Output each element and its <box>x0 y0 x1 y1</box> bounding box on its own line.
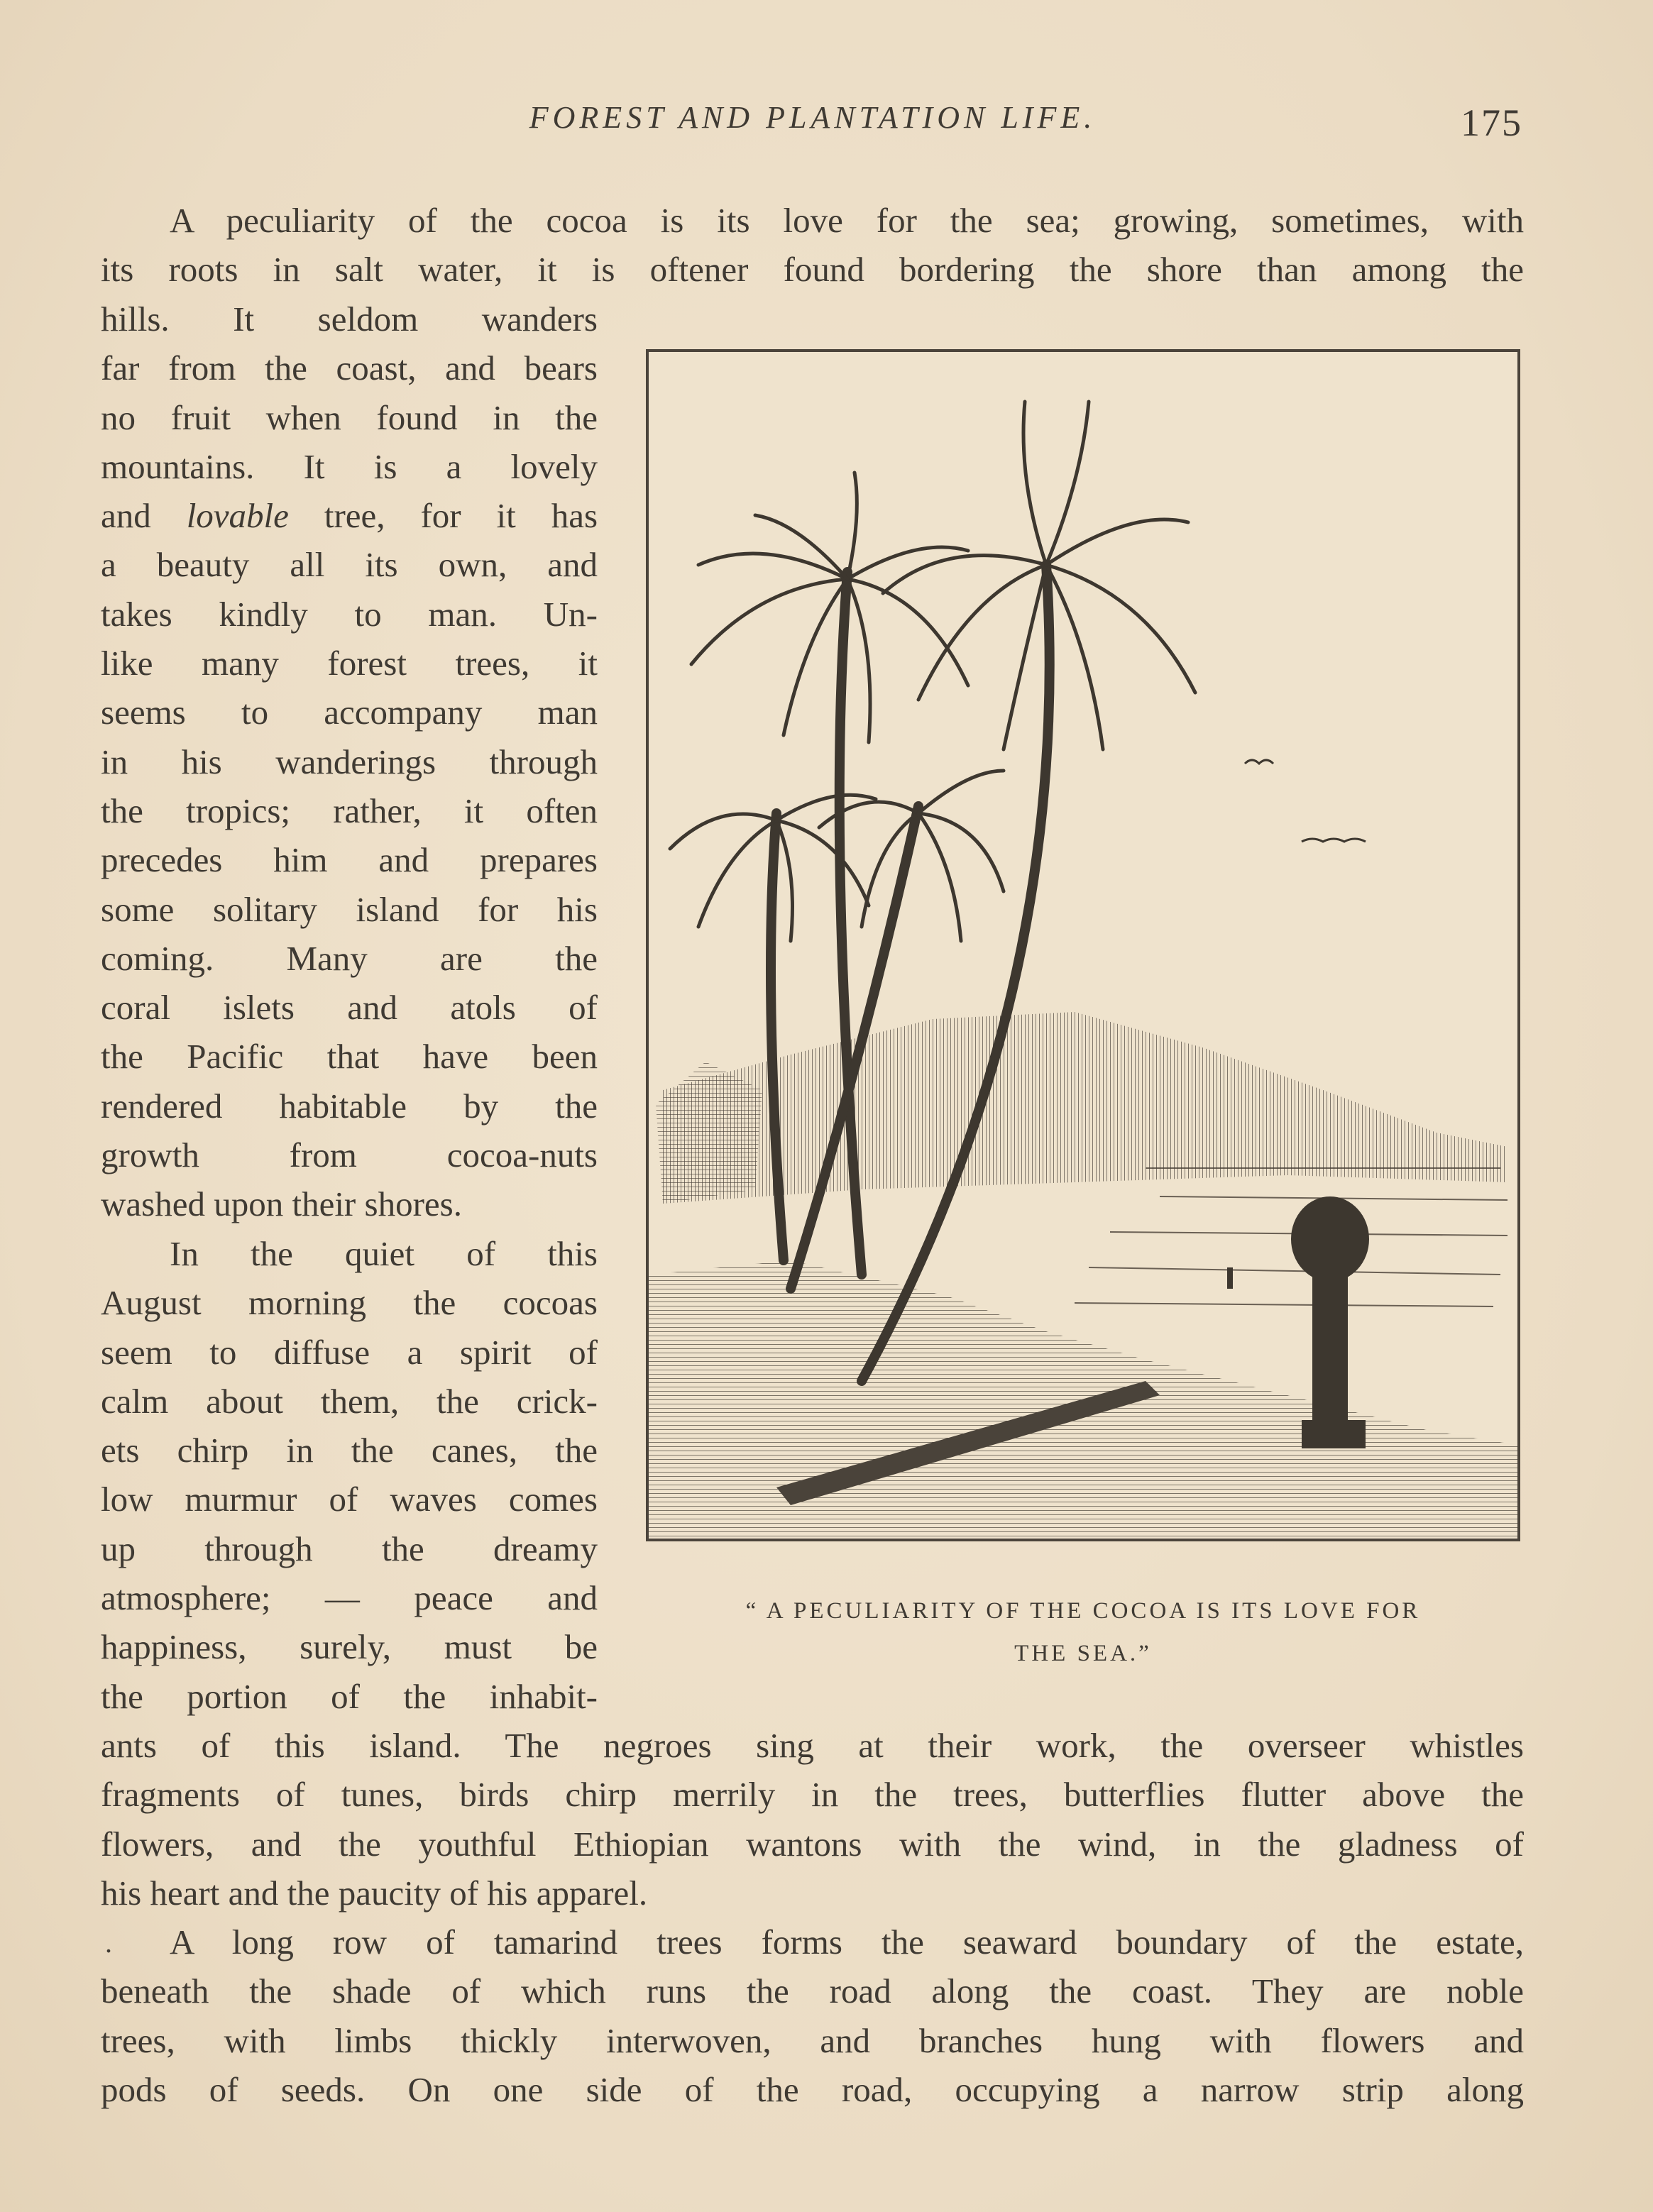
text-line-with-emphasis <box>101 491 598 540</box>
text-line: August morning the cocoas <box>101 1283 598 1323</box>
paragraph-1-column <box>101 295 598 1229</box>
text-line: the portion of the inhabit- <box>101 1676 598 1716</box>
text-line: A long row of tamarind trees forms the seaward boundary of the estate, <box>170 1922 1524 1961</box>
emphasized-word: lovable <box>186 496 289 536</box>
text-line: his heart and the paucity of his apparel. <box>101 1873 648 1913</box>
text-line: growth from cocoa-nuts <box>101 1135 598 1175</box>
text-line: far from the coast, and bears <box>101 348 598 388</box>
caption-line: “ A PECULIARITY OF THE COCOA IS ITS LOVE FOR <box>745 1598 1421 1624</box>
text-line: low murmur of waves comes <box>101 1480 598 1519</box>
text-line: the tropics; rather, it often <box>101 791 598 830</box>
text-line: up through the dreamy <box>101 1529 598 1568</box>
stray-print-mark: . <box>105 1927 112 1959</box>
text-line: rendered habitable by the <box>101 1086 598 1126</box>
text-line: some solitary island for his <box>101 889 598 929</box>
text-line: washed upon their shores. <box>101 1184 462 1224</box>
engraving-illustration <box>646 349 1520 1541</box>
text-line: mountains. It is a lovely <box>101 446 598 486</box>
text-line: hills. It seldom wanders <box>101 299 598 339</box>
page-header <box>103 99 1522 156</box>
paragraph-1-opening <box>101 196 1524 295</box>
text-line: In the quiet of this <box>170 1234 598 1273</box>
text-line: coral islets and atols of <box>101 988 598 1028</box>
text-line: flowers, and the youthful Ethiopian wantons with the wind, in the gladness of <box>101 1824 1524 1864</box>
text-line: beneath the shade of which runs the road along the coast. They are noble <box>101 1971 1524 2011</box>
text-line: takes kindly to man. Un- <box>101 594 598 634</box>
text-line: no fruit when found in the <box>101 397 598 437</box>
text-line: happiness, surely, must be <box>101 1627 598 1667</box>
text-line: ets chirp in the canes, the <box>101 1431 598 1470</box>
text-line: fragments of tunes, birds chirp merrily in the trees, butterflies flutter above the <box>101 1775 1524 1815</box>
text-line: atmosphere; — peace and <box>101 1578 598 1618</box>
paragraph-2-column <box>101 1229 598 1721</box>
text-line: in his wanderings through <box>101 742 598 781</box>
text-line: pods of seeds. On one side of the road, occupying a narrow strip along <box>101 2069 1524 2109</box>
text-fragment: tree, for it has <box>324 496 598 536</box>
text-line: like many forest trees, it <box>101 644 598 683</box>
text-line: the Pacific that have been <box>101 1037 598 1077</box>
text-line: seem to diffuse a spirit of <box>101 1332 598 1372</box>
text-line: A peculiarity of the cocoa is its love for the sea; growing, sometimes, with <box>170 201 1524 240</box>
text-line: calm about them, the crick- <box>101 1381 598 1421</box>
text-line: trees, with limbs thickly interwoven, and branches hung with flowers and <box>101 2020 1524 2060</box>
page-number: 175 <box>1461 101 1522 144</box>
figure-caption <box>646 1590 1520 1675</box>
text-fragment: and <box>101 496 151 536</box>
paragraph-2-continuation <box>101 1721 1524 1917</box>
text-line: a beauty all its own, and <box>101 545 598 585</box>
palm-trees-seashore-image <box>649 352 1517 1539</box>
caption-line: THE SEA.” <box>1014 1641 1152 1666</box>
text-line: its roots in salt water, it is oftener found bordering the shore than among the <box>101 250 1524 290</box>
text-line: coming. Many are the <box>101 938 598 978</box>
running-title: FOREST AND PLANTATION LIFE. <box>529 100 1097 135</box>
text-line: precedes him and prepares <box>101 840 598 880</box>
text-line: seems to accompany man <box>101 693 598 732</box>
text-line: ants of this island. The negroes sing at their work, the overseer whistles <box>101 1726 1524 1765</box>
paragraph-3 <box>101 1917 1524 2114</box>
